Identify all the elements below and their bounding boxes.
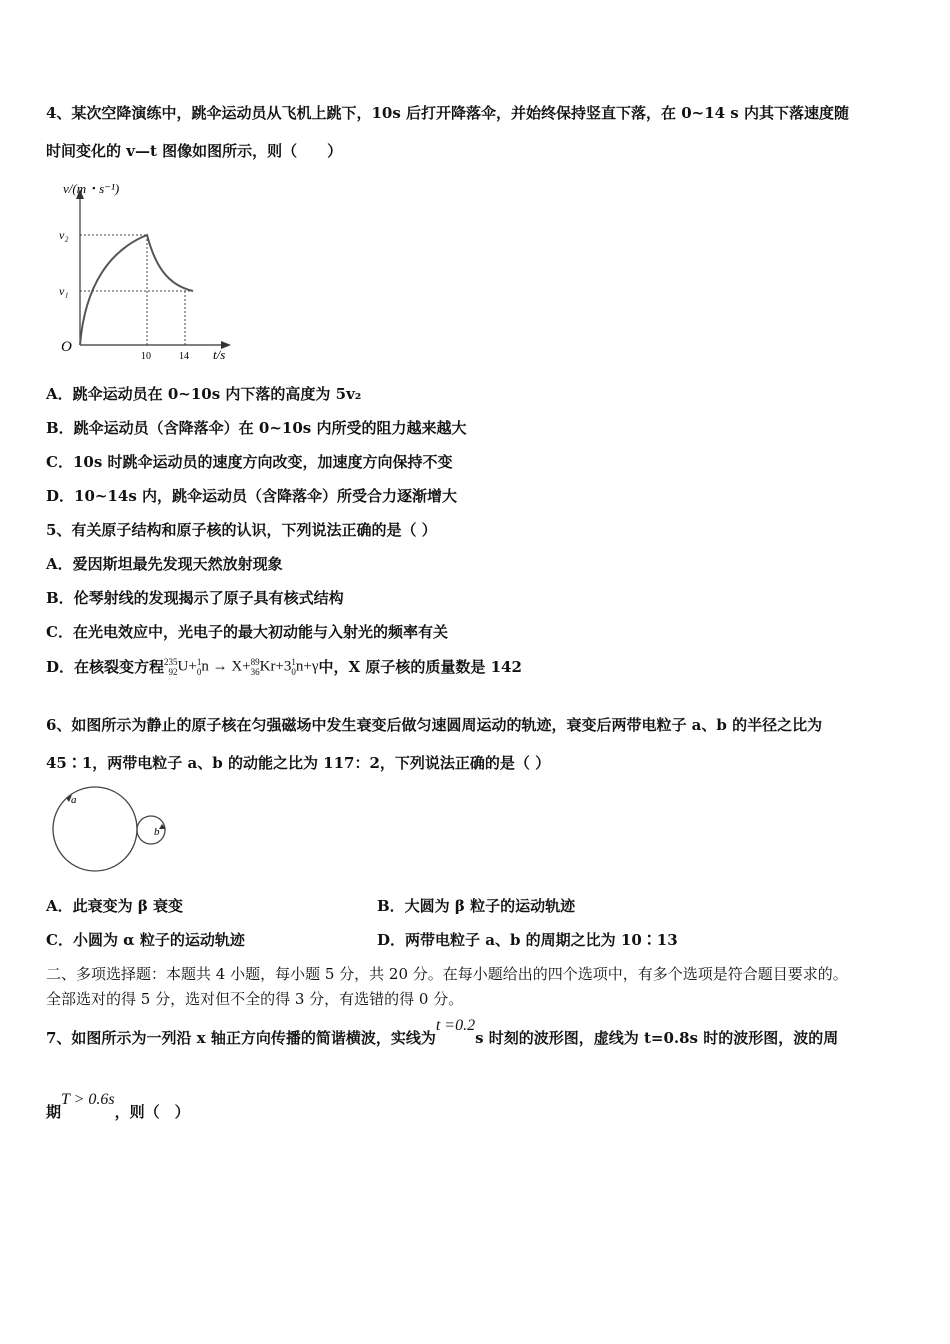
y-tick-v2: v₂ [59, 228, 69, 242]
q4-option-a: A．跳伞运动员在 0~10s 内下落的高度为 5v₂ [46, 385, 362, 403]
q4-vt-graph [55, 175, 255, 365]
q4-option-d: D．10~14s 内，跳伞运动员（含降落伞）所受合力逐渐增大 [46, 487, 457, 505]
q6-option-c: C．小圆为 α 粒子的运动轨迹 [46, 931, 245, 949]
x-axis-label: t/s [213, 347, 226, 362]
q5-option-d-prefix: D．在核裂变方程 [46, 658, 165, 676]
q5-option-d [46, 656, 522, 677]
q7-line2-suffix: ，则（ ） [114, 1103, 190, 1121]
x-tick-10: 10 [141, 351, 151, 362]
q7-stem-middle: s 时刻的波形图，虚线为 t=0.8s 时的波形图，波的周 [475, 1029, 839, 1047]
fission-equation: 235 92 U+ 1 0 n → X+ 89 36 Kr+3 1 0 n+γ [164, 656, 319, 677]
q4-option-b: B．跳伞运动员（含降落伞）在 0~10s 内所受的阻力越来越大 [46, 419, 467, 437]
q7-stem-prefix: 7、如图所示为一列沿 x 轴正方向传播的简谐横波，实线为 [46, 1029, 436, 1047]
section2-line2: 全部选对的得 5 分，选对但不全的得 3 分，有选错的得 0 分。 [46, 990, 464, 1008]
q5-stem: 5、有关原子结构和原子核的认识，下列说法正确的是（ ） [46, 521, 437, 539]
q5-option-d-suffix: 中，X 原子核的质量数是 142 [318, 658, 522, 676]
q6-orbit-figure [50, 783, 180, 875]
q4-stem-line2: 时间变化的 v—t 图像如图所示，则（ ） [46, 142, 343, 160]
q7-line2-prefix: 期 [46, 1103, 62, 1121]
q7-period-math: T > 0.6s [61, 1091, 115, 1108]
origin-label: O [61, 339, 72, 355]
q6-stem-line1: 6、如图所示为静止的原子核在匀强磁场中发生衰变后做匀速圆周运动的轨迹，衰变后两带电粒子 a、b 的半径之比为 [46, 716, 823, 734]
q4-option-c: C．10s 时跳伞运动员的速度方向改变，加速度方向保持不变 [46, 453, 453, 471]
q5-option-a: A．爱因斯坦最先发现天然放射现象 [46, 555, 283, 573]
small-orbit [137, 816, 165, 844]
particle-a-label: a [71, 794, 77, 806]
section2-line1: 二、多项选择题：本题共 4 小题，每小题 5 分，共 20 分。在每小题给出的四个选项中，有多个选项是符合题目要求的。 [46, 965, 848, 983]
q7-stem-line1 [46, 1017, 839, 1048]
large-orbit [53, 787, 137, 871]
q5-option-c: C．在光电效应中，光电子的最大初动能与入射光的频率有关 [46, 623, 448, 641]
q6-stem-line2: 45∶1，两带电粒子 a、b 的动能之比为 117：2，下列说法正确的是（ ） [46, 754, 551, 772]
q5-option-b: B．伦琴射线的发现揭示了原子具有核式结构 [46, 589, 344, 607]
q6-option-a: A．此衰变为 β 衰变 [46, 897, 184, 915]
x-tick-14: 14 [179, 351, 189, 362]
y-axis-label: v/(m・s⁻¹) [63, 181, 120, 196]
q7-time-math: t =0.2 [435, 1017, 476, 1034]
y-tick-v1: v₁ [59, 284, 69, 298]
q4-stem-line1: 4、某次空降演练中，跳伞运动员从飞机上跳下，10s 后打开降落伞，并始终保持竖直下落，在 0~14 s 内其下落速度随 [46, 104, 849, 122]
q6-option-d: D．两带电粒子 a、b 的周期之比为 10∶13 [377, 931, 678, 949]
q6-option-b: B．大圆为 β 粒子的运动轨迹 [377, 897, 576, 915]
velocity-curve [80, 235, 193, 345]
q7-stem-line2 [46, 1091, 190, 1122]
particle-b-label: b [154, 826, 160, 838]
